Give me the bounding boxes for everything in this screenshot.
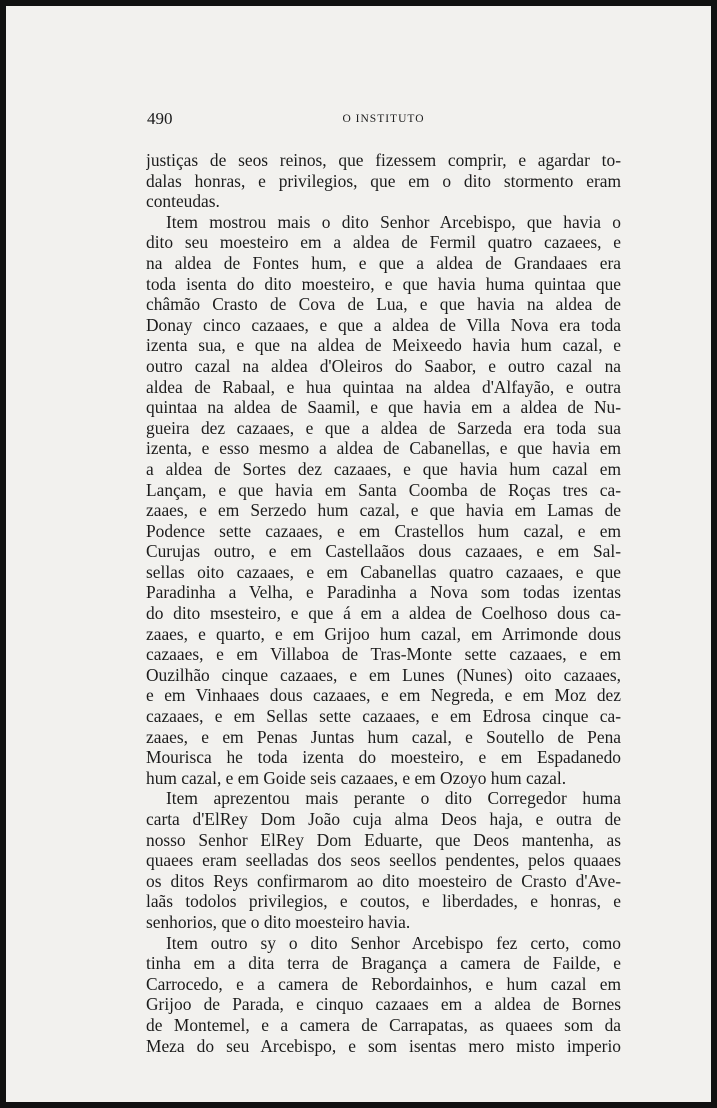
text-line: zaaes, e em Penas Juntas hum cazal, e Soutello de Pena (146, 726, 621, 747)
text-line: na aldea de Fontes hum, e que a aldea de Grandaaes era (146, 252, 621, 273)
text-line: laãs todolos privilegios, e coutos, e liberdades, e honras, e (146, 891, 621, 912)
text-line: Mourisca he toda izenta do moesteiro, e em Espadanedo (146, 747, 621, 768)
text-line: cazaaes, e em Villaboa de Tras-Monte sette cazaaes, e em (146, 644, 621, 665)
text-line: quintaa na aldea de Saamil, e que havia em a aldea de Nu- (146, 397, 621, 418)
text-line: tinha em a dita terra de Bragança a camera de Failde, e (146, 953, 621, 974)
running-head: O INSTITUTO (342, 113, 425, 125)
text-line: aldea de Rabaal, e hua quintaa na aldea d'Alfayão, e outra (146, 376, 621, 397)
text-line: zaaes, e quarto, e em Grijoo hum cazal, em Arrimonde dous (146, 623, 621, 644)
text-line: Item mostrou mais o dito Senhor Arcebispo, que havia o (166, 211, 621, 232)
text-line: châmão Crasto de Cova de Lua, e que havia na aldea de (146, 294, 621, 315)
text-line: Item outro sy o dito Senhor Arcebispo fez certo, como (166, 932, 621, 953)
text-line: justiças de seos reinos, que fizessem comprir, e agardar to- (146, 150, 621, 170)
text-line: zaaes, e em Serzedo hum cazal, e que havia em Lamas de (146, 500, 621, 521)
text-line: conteudas. (146, 191, 220, 212)
text-line: toda isenta do dito moesteiro, e que havia huma quintaa que (146, 273, 621, 294)
body-text (146, 150, 621, 1056)
text-line: gueira dez cazaaes, e que a aldea de Sarzeda era toda sua (146, 417, 621, 438)
text-line: Meza do seu Arcebispo, e som isentas mero misto imperio (146, 1035, 621, 1056)
text-line: os ditos Reys confirmarom ao dito moesteiro de Crasto d'Ave- (146, 870, 621, 891)
text-line: Grijoo de Parada, e cinquo cazaaes em a aldea de Bornes (146, 994, 621, 1015)
text-line: outro cazal na aldea d'Oleiros do Saabor, e outro cazal na (146, 355, 621, 376)
text-line: dito seu moesteiro em a aldea de Fermil quatro cazaees, e (146, 232, 621, 253)
text-line: Curujas outro, e em Castellaãos dous cazaaes, e em Sal- (146, 541, 621, 562)
text-line: de Montemel, e a camera de Carrapatas, as quaees som da (146, 1014, 621, 1035)
text-line: Carrocedo, e a camera de Rebordainhos, e hum cazal em (146, 973, 621, 994)
text-line: izenta, e esso mesmo a aldea de Cabanellas, e que havia em (146, 438, 621, 459)
text-line: quaees eram seelladas dos seos seellos pendentes, pelos quaaes (146, 850, 621, 871)
text-line: Donay cinco cazaaes, e que a aldea de Villa Nova era toda (146, 314, 621, 335)
text-line: cazaaes, e em Sellas sette cazaaes, e em Edrosa cinque ca- (146, 706, 621, 727)
text-line: Ouzilhão cinque cazaaes, e em Lunes (Nunes) oito cazaaes, (146, 664, 621, 685)
text-line: Podence sette cazaaes, e em Crastellos hum cazal, e em (146, 520, 621, 541)
page-number: 490 (147, 109, 173, 128)
text-line: a aldea de Sortes dez cazaaes, e que havia hum cazal em (146, 458, 621, 479)
text-line: Paradinha a Velha, e Paradinha a Nova som todas izentas (146, 582, 621, 603)
text-line: dalas honras, e privilegios, que em o dito stormento eram (146, 170, 621, 191)
text-line: Item aprezentou mais perante o dito Corregedor huma (166, 788, 621, 809)
text-line: hum cazal, e em Goide seis cazaaes, e em Ozoyo hum cazal. (146, 767, 567, 788)
text-line: Lançam, e que havia em Santa Coomba de Roças tres ca- (146, 479, 621, 500)
text-line: carta d'ElRey Dom João cuja alma Deos haja, e outra de (146, 809, 621, 829)
text-line: senhorios, que o dito moesteiro havia. (146, 911, 411, 932)
text-line: nosso Senhor ElRey Dom Eduarte, que Deos mantenha, as (146, 829, 621, 850)
page-header (147, 109, 620, 131)
text-line: izenta sua, e que na aldea de Meixeedo havia hum cazal, e (146, 335, 621, 356)
text-line: e em Vinhaaes dous cazaaes, e em Negreda, e em Moz dez (146, 685, 621, 706)
text-line: do dito msesteiro, e que á em a aldea de Coelhoso dous ca- (146, 603, 621, 624)
text-line: sellas oito cazaaes, e em Cabanellas quatro cazaaes, e que (146, 561, 621, 582)
